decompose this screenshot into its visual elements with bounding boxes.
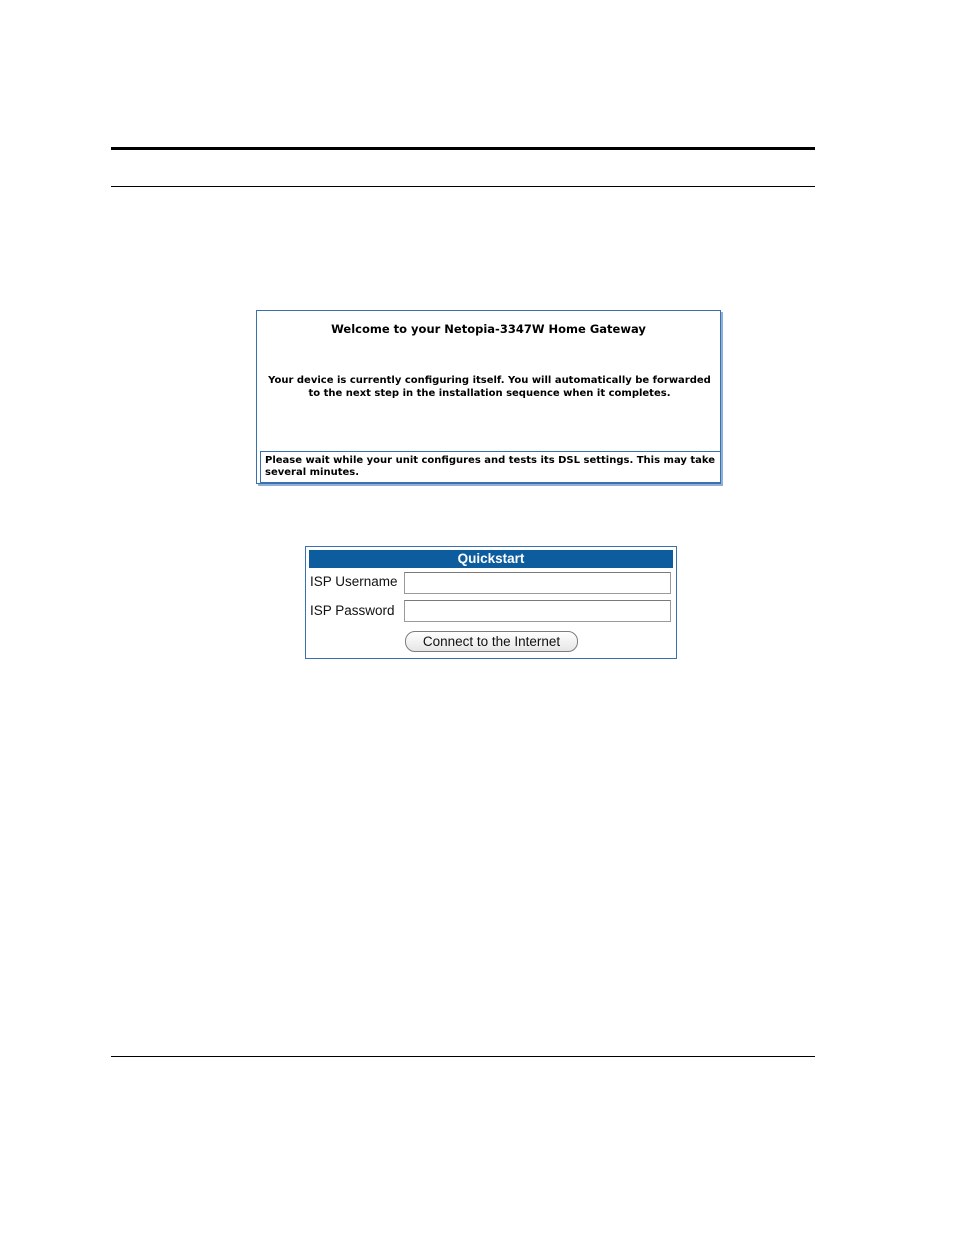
- header-rule-thick: [111, 147, 815, 150]
- footer-rule: [111, 1056, 815, 1057]
- connect-button[interactable]: Connect to the Internet: [405, 631, 578, 652]
- isp-username-input[interactable]: [404, 572, 671, 594]
- quickstart-panel: [305, 546, 677, 659]
- isp-password-input[interactable]: [404, 600, 671, 622]
- welcome-message: Your device is currently configuring itself. You will automatically be forwarded to the next step in the installation sequence when it completes.: [268, 375, 711, 399]
- isp-password-label: ISP Password: [310, 603, 395, 618]
- wait-message: Please wait while your unit configures and tests its DSL settings. This may take several minutes.: [260, 451, 721, 483]
- welcome-panel: [256, 310, 721, 484]
- welcome-title: Welcome to your Netopia-3347W Home Gateway: [331, 322, 646, 336]
- quickstart-header: Quickstart: [309, 550, 673, 568]
- isp-username-label: ISP Username: [310, 574, 398, 589]
- header-rule-thin: [111, 186, 815, 187]
